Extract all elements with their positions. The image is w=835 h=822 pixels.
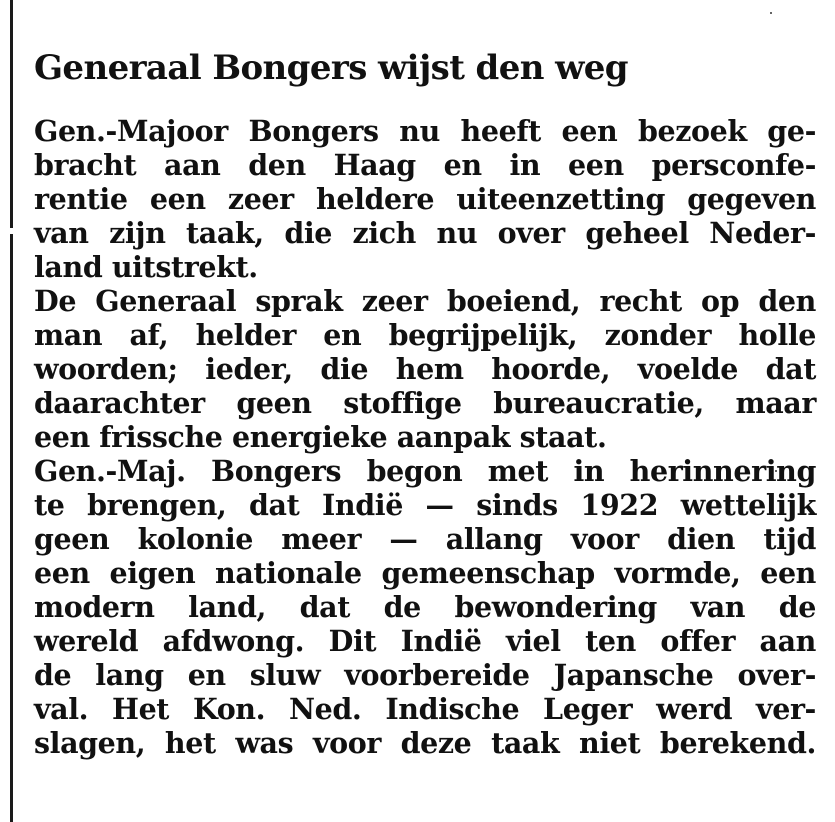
article-headline: Generaal Bongers wijst den weg xyxy=(34,48,628,88)
article-line: slagen, het was voor deze taak niet berekend. xyxy=(34,726,816,760)
print-speck xyxy=(770,12,772,14)
article-line: wereld afdwong. Dit Indië viel ten offer aan xyxy=(34,624,816,658)
article-line: te brengen, dat Indië — sinds 1922 wettelijk xyxy=(34,488,816,522)
article-line: Gen.-Maj. Bongers begon met in herinnering xyxy=(34,454,816,488)
article-line: modern land, dat de bewondering van de xyxy=(34,590,816,624)
article-line: bracht aan den Haag en in een persconfe- xyxy=(34,148,816,182)
article-line: val. Het Kon. Ned. Indische Leger werd ver- xyxy=(34,692,816,726)
article-line: geen kolonie meer — allang voor dien tijd xyxy=(34,522,816,556)
article-line: land uitstrekt. xyxy=(34,250,258,284)
article-line: de lang en sluw voorbereide Japansche over- xyxy=(34,658,816,692)
article-line: man af, helder en begrijpelijk, zonder holle xyxy=(34,318,816,352)
article-line: De Generaal sprak zeer boeiend, recht op den xyxy=(34,284,816,318)
article-line: een eigen nationale gemeenschap vormde, een xyxy=(34,556,816,590)
article-line: daarachter geen stoffige bureaucratie, maar xyxy=(34,386,816,420)
article-line: Gen.-Majoor Bongers nu heeft een bezoek ge- xyxy=(34,114,816,148)
column-rule-upper xyxy=(10,0,13,228)
article-line: van zijn taak, die zich nu over geheel Neder- xyxy=(34,216,816,250)
article-line: rentie een zeer heldere uiteenzetting gegeven xyxy=(34,182,816,216)
article-line: een frissche energieke aanpak staat. xyxy=(34,420,607,454)
column-rule-lower xyxy=(10,234,13,822)
article-line: woorden; ieder, die hem hoorde, voelde dat xyxy=(34,352,816,386)
article-body xyxy=(34,114,816,760)
